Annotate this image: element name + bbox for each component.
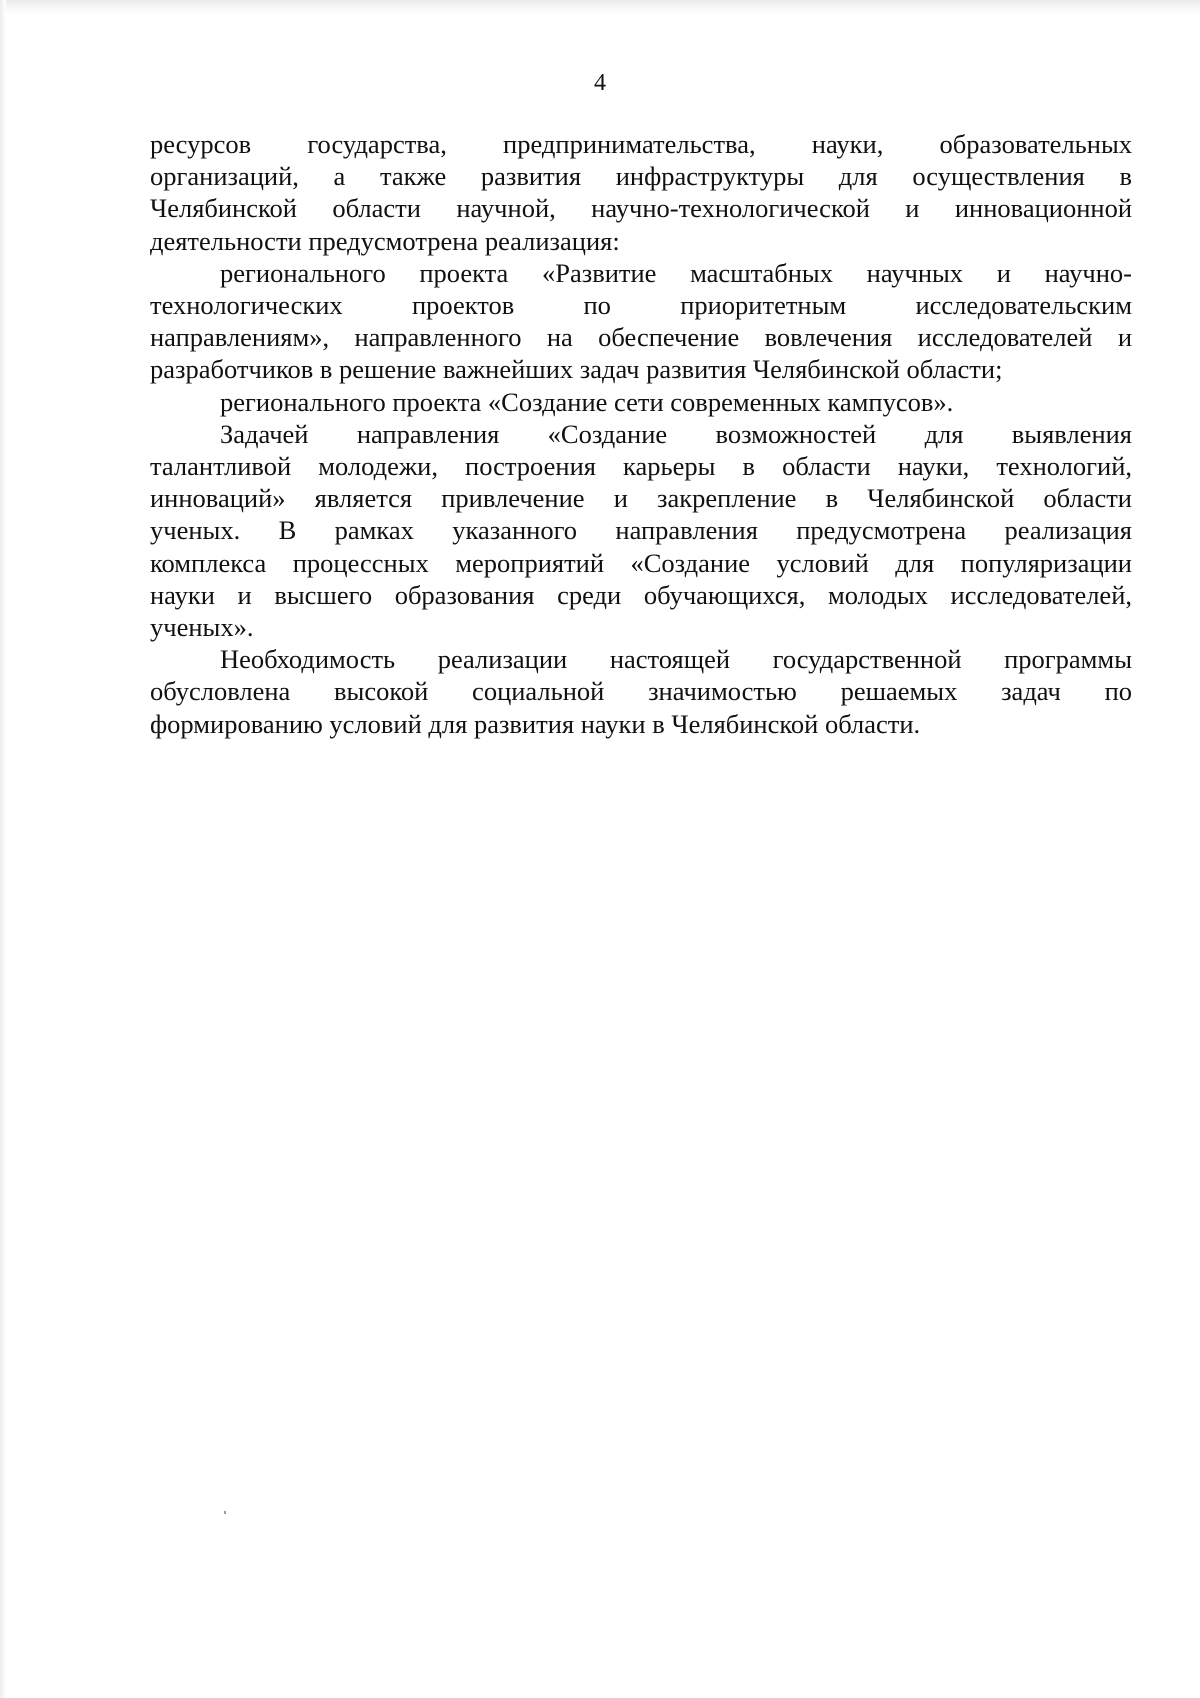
text-line: регионального проекта «Создание сети современных кампусов». bbox=[220, 386, 954, 417]
text-line: ученых. В рамках указанного направления предусмотрена реализация bbox=[150, 515, 1132, 546]
text-line: ученых». bbox=[150, 612, 254, 643]
paragraph bbox=[150, 643, 1132, 740]
text-line: ресурсов государства, предпринимательства, науки, образовательных bbox=[150, 129, 1132, 159]
text-line: деятельности предусмотрена реализация: bbox=[150, 225, 620, 256]
page-number: 4 bbox=[594, 70, 606, 96]
document-body bbox=[150, 128, 1132, 740]
text-line: Челябинской области научной, научно-технологической и инновационной bbox=[150, 193, 1132, 224]
text-line: формированию условий для развития науки в Челябинской области. bbox=[150, 708, 921, 739]
paragraph bbox=[150, 257, 1132, 386]
text-line: талантливой молодежи, построения карьеры в области науки, технологий, bbox=[150, 451, 1132, 482]
scan-edge-left bbox=[0, 0, 6, 1698]
text-line: организаций, а также развития инфраструктуры для осуществления в bbox=[150, 161, 1132, 192]
scan-speck bbox=[224, 1511, 226, 1514]
text-line: направлениям», направленного на обеспечение вовлечения исследователей и bbox=[150, 322, 1132, 353]
scan-edge-top bbox=[0, 0, 1200, 14]
text-line: инноваций» является привлечение и закрепление в Челябинской области bbox=[150, 483, 1132, 514]
text-line: комплекса процессных мероприятий «Создание условий для популяризации bbox=[150, 547, 1132, 578]
text-line: Необходимость реализации настоящей государственной программы bbox=[220, 644, 1132, 675]
text-line: Задачей направления «Создание возможностей для выявления bbox=[220, 418, 1132, 449]
text-line: обусловлена высокой социальной значимостью решаемых задач по bbox=[150, 676, 1132, 707]
paragraph bbox=[150, 386, 1132, 418]
paragraph bbox=[150, 418, 1132, 643]
text-line: технологических проектов по приоритетным исследовательским bbox=[150, 290, 1132, 321]
paragraph bbox=[150, 128, 1132, 257]
text-line: регионального проекта «Развитие масштабных научных и научно- bbox=[220, 257, 1132, 288]
text-line: науки и высшего образования среди обучающихся, молодых исследователей, bbox=[150, 579, 1132, 610]
text-line: разработчиков в решение важнейших задач развития Челябинской области; bbox=[150, 354, 1003, 385]
